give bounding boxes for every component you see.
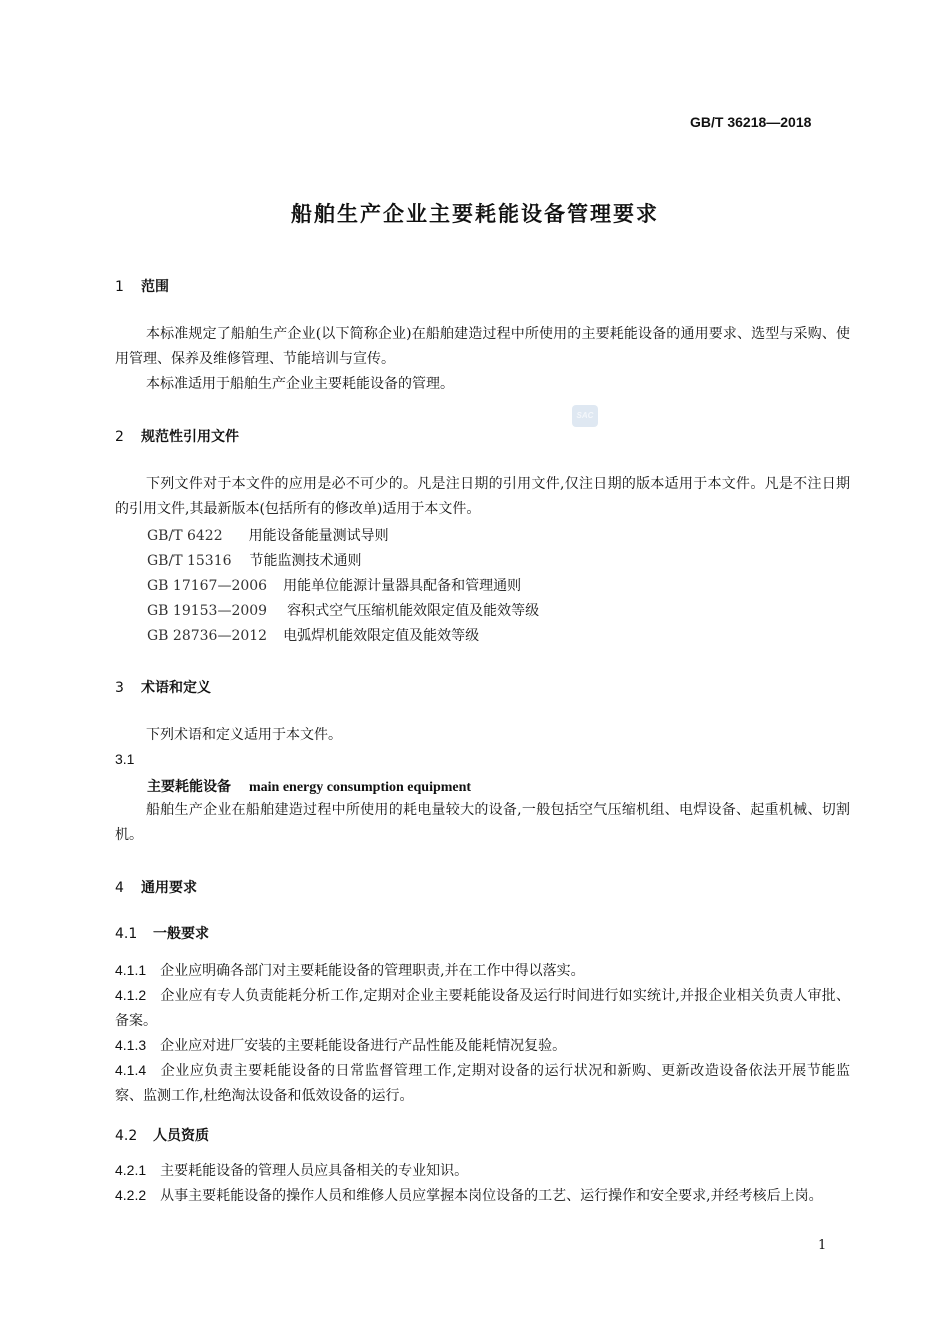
reference-item <box>147 525 389 545</box>
clause-text: 企业应有专人负责能耗分析工作,定期对企业主要耗能设备及运行时间进行如实统计,并报企业相关负责人审批、备案。 <box>115 988 850 1029</box>
reference-name: 用能单位能源计量器具配备和管理通则 <box>283 578 522 594</box>
standard-code: GB/T 36218—2018 <box>690 114 812 130</box>
section-title: 术语和定义 <box>141 680 211 696</box>
reference-code: GB/T 6422 <box>147 528 223 544</box>
subsection-number: 4.2 <box>115 1128 138 1144</box>
clause-number: 4.1.2 <box>115 987 147 1003</box>
clause-4-2-2 <box>115 1183 850 1209</box>
reference-code: GB 28736—2012 <box>147 628 268 644</box>
section-title: 规范性引用文件 <box>141 429 239 445</box>
reference-name: 电弧焊机能效限定值及能效等级 <box>283 628 480 644</box>
clause-4-1-2 <box>115 983 850 1034</box>
term-chinese: 主要耗能设备 <box>147 779 231 795</box>
clause-4-1-1 <box>115 958 850 984</box>
reference-item <box>147 550 362 570</box>
clause-text: 从事主要耗能设备的操作人员和维修人员应掌握本岗位设备的工艺、运行操作和安全要求,并经考核后上岗。 <box>160 1188 823 1204</box>
section-1-paragraph-2: 本标准适用于船舶生产企业主要耗能设备的管理。 <box>146 376 454 392</box>
reference-code: GB/T 15316 <box>147 553 232 569</box>
section-3-paragraph-1: 下列术语和定义适用于本文件。 <box>146 727 342 743</box>
clause-text: 企业应负责主要耗能设备的日常监督管理工作,定期对设备的运行状况和新购、更新改造设备依法开展节能监察、监测工作,杜绝淘汰设备和低效设备的运行。 <box>115 1063 850 1104</box>
term-english: main energy consumption equipment <box>249 780 472 795</box>
section-1-paragraph-1: 本标准规定了船舶生产企业(以下简称企业)在船舶建造过程中所使用的主要耗能设备的通用要求、选型与采购、使用管理、保养及维修管理、节能培训与宣传。 <box>115 326 850 367</box>
section-1-heading <box>115 276 169 296</box>
section-number: 4 <box>115 880 124 896</box>
section-3-heading <box>115 677 211 697</box>
subsection-title: 人员资质 <box>153 1128 209 1144</box>
clause-4-1-4 <box>115 1058 850 1109</box>
reference-name: 容积式空气压缩机能效限定值及能效等级 <box>287 603 540 619</box>
section-title: 范围 <box>141 279 169 295</box>
clause-4-1-3 <box>115 1033 850 1059</box>
clause-text: 主要耗能设备的管理人员应具备相关的专业知识。 <box>160 1163 469 1179</box>
section-number: 3 <box>115 680 124 696</box>
clause-text: 企业应对进厂安装的主要耗能设备进行产品性能及能耗情况复验。 <box>160 1038 567 1054</box>
clause-number: 4.1.1 <box>115 962 147 978</box>
clause-number: 4.2.2 <box>115 1187 147 1203</box>
reference-name: 节能监测技术通则 <box>249 553 362 569</box>
section-4-heading <box>115 877 197 897</box>
clause-text: 企业应明确各部门对主要耗能设备的管理职责,并在工作中得以落实。 <box>160 963 585 979</box>
clause-4-2-1 <box>115 1158 850 1184</box>
section-2-paragraph-1: 下列文件对于本文件的应用是必不可少的。凡是注日期的引用文件,仅注日期的版本适用于本文件。凡是不注日期的引用文件,其最新版本(包括所有的修改单)适用于本文件。 <box>115 476 850 517</box>
section-2-heading <box>115 426 239 446</box>
section-title: 通用要求 <box>141 880 197 896</box>
page-number: 1 <box>818 1238 827 1253</box>
document-title: 船舶生产企业主要耗能设备管理要求 <box>291 202 659 226</box>
subsection-title: 一般要求 <box>153 926 209 942</box>
term-definition: 船舶生产企业在船舶建造过程中所使用的耗电量较大的设备,一般包括空气压缩机组、电焊设备、起重机械、切割机。 <box>115 802 850 843</box>
reference-item <box>147 575 521 595</box>
reference-item <box>147 600 539 620</box>
sac-watermark-logo: SAC <box>572 405 598 427</box>
reference-item <box>147 625 479 645</box>
term-number: 3.1 <box>115 751 135 767</box>
section-number: 2 <box>115 429 124 445</box>
reference-code: GB 17167—2006 <box>147 578 268 594</box>
subsection-number: 4.1 <box>115 926 138 942</box>
clause-number: 4.2.1 <box>115 1162 147 1178</box>
reference-code: GB 19153—2009 <box>147 603 268 619</box>
clause-number: 4.1.4 <box>115 1062 147 1078</box>
clause-number: 4.1.3 <box>115 1037 147 1053</box>
subsection-4-1-heading <box>115 923 209 943</box>
subsection-4-2-heading <box>115 1125 209 1145</box>
term-entry <box>147 776 471 796</box>
section-number: 1 <box>115 279 124 295</box>
reference-name: 用能设备能量测试导则 <box>248 528 389 544</box>
